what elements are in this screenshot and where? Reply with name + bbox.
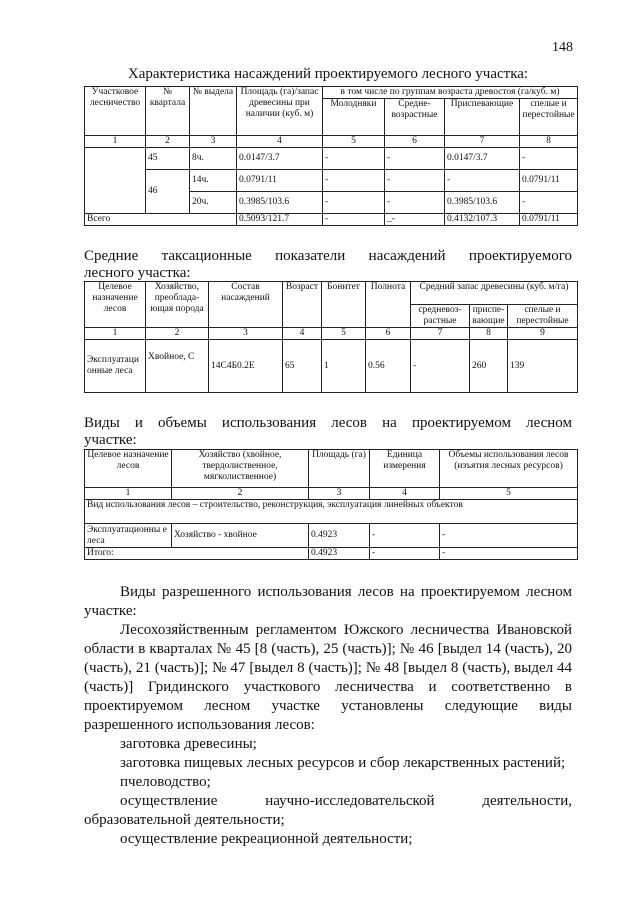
- section-heading-line1: Виды разрешенного использования лесов на проектируемом лесном: [120, 584, 572, 600]
- header-purpose: Целевое назначение лесов: [85, 450, 172, 488]
- cell-mature: -: [520, 192, 578, 214]
- header-middle-aged: средневоз-растные: [411, 305, 470, 328]
- table2-heading-line1: Средние таксационные показатели насаждений проектируемого: [84, 248, 572, 264]
- cell-age: 65: [283, 340, 322, 393]
- header-mature: спелые и перестойные: [520, 99, 578, 136]
- table1-heading: Характеристика насаждений проектируемого лесного участка:: [127, 66, 529, 82]
- regulation-paragraph: Лесохозяйственным регламентом Южского лесничества Ивановской области в кварталах № 45 [8 (часть), 25 (часть)]; № 46 [выдел 14 (часть), 20 (часть), 21 (часть)]; № 47 [выдел 8 (часть)]; № 48 [выдел 8 (часть), выдел 44 (часть)] Гридинского участкового лесничества и соответственно в проектируемом лесном участке установлены следующие виды разрешенного использования лесов:: [84, 622, 572, 733]
- cell-young: -: [323, 148, 385, 170]
- header-maturing: Приспевающие: [445, 99, 520, 136]
- header-composition: Состав насаждений: [209, 282, 283, 328]
- header-purpose: Целевое назначение лесов: [85, 282, 146, 328]
- header-forestry: Участковое лесничество: [85, 87, 146, 136]
- section-heading-line2: участке:: [84, 603, 137, 619]
- list-item: осуществление рекреационной деятельности;: [120, 831, 413, 847]
- header-bonitet: Бонитет: [322, 282, 366, 328]
- column-numbers-row: [85, 488, 578, 500]
- column-number: 1: [85, 328, 146, 340]
- column-number: 7: [445, 136, 520, 148]
- header-volume: Объемы использования лесов (изъятия лесных ресурсов): [440, 450, 578, 488]
- permitted-uses-section: [84, 583, 572, 849]
- cell-quarter: 46: [146, 170, 190, 214]
- cell-maturing: 260: [470, 340, 508, 393]
- cell-maturing: 0.0147/3.7: [445, 148, 520, 170]
- cell-volume: -: [440, 524, 578, 548]
- cell-area: 0.4923: [309, 524, 370, 548]
- header-mature: спелые и перестойные: [508, 305, 578, 328]
- use-type-row: Вид использования лесов – строительство, реконструкция, эксплуатация линейных объектов: [85, 500, 578, 524]
- total-area: 0.5093/121.7: [237, 214, 323, 226]
- column-number: 2: [146, 136, 190, 148]
- cell-purpose: Эксплуатационны е леса: [85, 524, 172, 548]
- table-taxation-indicators: [84, 281, 578, 393]
- table-forest-use-volumes: [84, 449, 578, 560]
- cell-maturing: 0.3985/103.6: [445, 192, 520, 214]
- cell-purpose: Эксплуатаци онные леса: [85, 340, 146, 393]
- column-number: 2: [172, 488, 309, 500]
- table-row: [85, 148, 578, 170]
- cell-forestry: [85, 148, 146, 214]
- column-number: 8: [520, 136, 578, 148]
- column-number: 3: [190, 136, 237, 148]
- column-number: 1: [85, 488, 172, 500]
- cell-bonitet: 1: [322, 340, 366, 393]
- column-number: 4: [370, 488, 440, 500]
- table-row: [85, 170, 578, 192]
- list-item: осуществление научно-исследовательской деятельности, образовательной деятельности;: [84, 793, 572, 828]
- header-unit: Единица измерения: [370, 450, 440, 488]
- header-age-groups: в том числе по группам возраста древостоя (га/куб. м): [323, 87, 578, 99]
- header-area: Площадь (га)/запас древесины при наличии (куб. м): [237, 87, 323, 136]
- column-number: 5: [440, 488, 578, 500]
- header-farm: Хозяйство, преоблада-ющая порода: [146, 282, 209, 328]
- header-middle-aged: Средне-возрастные: [385, 99, 445, 136]
- cell-middle-aged: -: [385, 148, 445, 170]
- column-number: 6: [385, 136, 445, 148]
- column-number: 8: [470, 328, 508, 340]
- cell-composition: 14С4Б0.2Е: [209, 340, 283, 393]
- header-age: Возраст: [283, 282, 322, 328]
- cell-farm: Хвойное, С: [146, 340, 209, 393]
- cell-plot: 14ч.: [190, 170, 237, 192]
- list-item: заготовка древесины;: [120, 736, 257, 752]
- total-middle-aged: _-: [385, 214, 445, 226]
- column-number: 6: [366, 328, 411, 340]
- column-number: 4: [237, 136, 323, 148]
- header-average-stock: Средний запас древесины (куб. м/га): [411, 282, 578, 305]
- cell-farm: Хозяйство - хвойное: [172, 524, 309, 548]
- column-number: 3: [209, 328, 283, 340]
- total-row: [85, 214, 578, 226]
- table2-heading-line2: лесного участка:: [84, 265, 191, 281]
- cell-young: -: [323, 192, 385, 214]
- table-plantation-characteristics: [84, 86, 578, 226]
- table-row: [85, 340, 578, 393]
- cell-middle-aged: -: [411, 340, 470, 393]
- column-number: 9: [508, 328, 578, 340]
- header-maturing: приспе-вающие: [470, 305, 508, 328]
- cell-plot: 8ч.: [190, 148, 237, 170]
- column-numbers-row: [85, 136, 578, 148]
- cell-mature: -: [520, 148, 578, 170]
- header-density: Полнота: [366, 282, 411, 328]
- total-row: [85, 548, 578, 560]
- header-area: Площадь (га): [309, 450, 370, 488]
- header-plot: № выдела: [190, 87, 237, 136]
- cell-density: 0.56: [366, 340, 411, 393]
- total-area: 0.4923: [309, 548, 370, 560]
- cell-maturing: -: [445, 170, 520, 192]
- column-number: 2: [146, 328, 209, 340]
- column-number: 5: [322, 328, 366, 340]
- cell-middle-aged: -: [385, 170, 445, 192]
- column-number: 4: [283, 328, 322, 340]
- table-row: [85, 524, 578, 548]
- column-number: 5: [323, 136, 385, 148]
- cell-middle-aged: -: [385, 192, 445, 214]
- total-label: Всего: [85, 214, 237, 226]
- total-young: -: [323, 214, 385, 226]
- total-label: Итого:: [85, 548, 309, 560]
- header-young: Молодняки: [323, 99, 385, 136]
- cell-area: 0.3985/103.6: [237, 192, 323, 214]
- cell-young: -: [323, 170, 385, 192]
- cell-unit: -: [370, 524, 440, 548]
- column-number: 1: [85, 136, 146, 148]
- column-number: 7: [411, 328, 470, 340]
- total-maturing: 0.4132/107.3: [445, 214, 520, 226]
- total-unit: -: [370, 548, 440, 560]
- cell-area: 0.0791/11: [237, 170, 323, 192]
- column-number: 3: [309, 488, 370, 500]
- cell-plot: 20ч.: [190, 192, 237, 214]
- column-numbers-row: [85, 328, 578, 340]
- cell-mature: 139: [508, 340, 578, 393]
- cell-mature: 0.0791/11: [520, 170, 578, 192]
- list-item: заготовка пищевых лесных ресурсов и сбор лекарственных растений;: [120, 755, 566, 771]
- header-quarter: № квартала: [146, 87, 190, 136]
- page-number: 148: [552, 40, 573, 55]
- list-item: пчеловодство;: [120, 774, 211, 790]
- header-farm: Хозяйство (хвойное, твердолиственное, мягколиственное): [172, 450, 309, 488]
- cell-quarter: 45: [146, 148, 190, 170]
- table3-heading-line1: Виды и объемы использования лесов на проектируемом лесном: [84, 415, 572, 431]
- total-mature: 0.0791/11: [520, 214, 578, 226]
- table3-heading-line2: участке:: [84, 432, 137, 448]
- cell-area: 0.0147/3.7: [237, 148, 323, 170]
- total-volume: -: [440, 548, 578, 560]
